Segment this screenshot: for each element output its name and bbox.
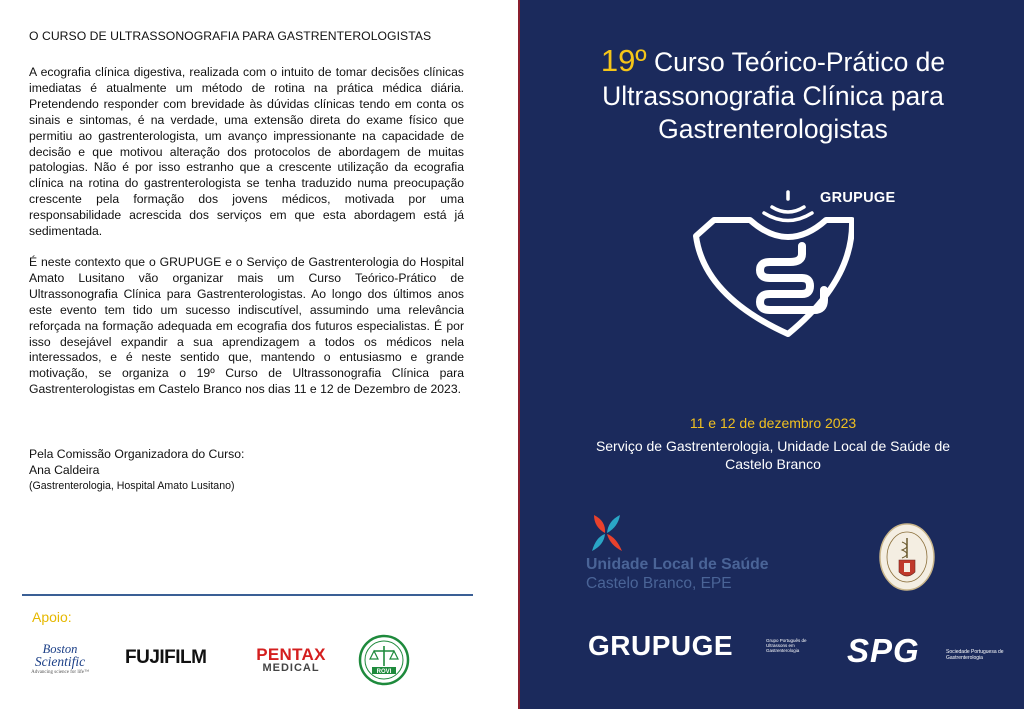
right-page [518,0,1024,709]
spg-subtitle: Sociedade Portuguesa de Gastrenterologia [946,649,1004,661]
grupuge-footer-logo: GRUPUGE [588,630,734,661]
uls-logo-icon [586,511,626,555]
rovi-logo [358,634,410,686]
intro-paragraph-1: A ecografia clínica digestiva, realizada com o intuito de tomar decisões clínicas imediatas é atualmente um método de rotina na prática médica diária. Pretendendo responder com brevidade às dúvidas clínicas tendo em conta os sinais e sintomas, é na verdade, uma extensão direta do exame físico que permitiu ao gastrenterologista, um avanço impressionante na capacidade de decisão e que motivou alteração dos protocolos de abordagem de muitas patologias. Não é por isso estranho que a crescente utilização da ecografia clínica na rotina do gastrenterologista se tenha traduzido numa preocupação crescente pela formação dos jovens médicos, motivada por uma responsabilidade acrescida dos serviços em que esta abordagem está já sedimentada. [29,65,464,239]
course-venue [520,437,1024,473]
course-title-line-2: Ultrassonografia Clínica para [602,80,944,111]
boston-logo-text: Boston [42,642,78,656]
venue-line-2: Castelo Branco [725,456,821,472]
uls-name: Unidade Local de Saúde [586,556,769,573]
course-title-line-3: Gastrenterologistas [658,114,888,144]
course-number: 19º [600,43,647,78]
spg-logo: SPG [847,632,920,669]
venue-line-1: Serviço de Gastrenterologia, Unidade Local de Saúde de [595,438,951,454]
grupuge-footer-subtitle: Grupo Português de Ultrassons em Gastrenterologia [766,638,807,653]
course-date: 11 e 12 de dezembro 2023 [689,415,857,431]
intestine-probe-icon [692,190,854,338]
intro-paragraph-2: É neste contexto que o GRUPUGE e o Serviço de Gastrenterologia do Hospital Amato Lusitano vão organizar mais um Curso Teórico-Prático de Ultrassonografia Clínica para Gastrenterologistas. Ao longo dos últimos anos este evento tem tido um sucesso indiscutível, assumindo uma relevância reforçada na formação adequada em ecografia dos futuros especialistas. É por isso desejável expandir a sua aprendizagem a todos os médicos nela interessados, e é neste sentido que, mantendo o entusiasmo e grande motivação, se organiza o 19º Curso de Ultrassonografia Clínica para Gastrenterologistas em Castelo Branco nos dias 11 e 12 de Dezembro de 2023. [29,255,464,397]
separator-line [22,594,473,596]
signature-block [29,447,244,495]
uls-subtitle: Castelo Branco, EPE [586,575,732,592]
course-title [520,44,1024,147]
course-title-line-1 [520,44,1024,80]
course-title-line-1-rest: Curso Teórico-Prático de [646,47,946,77]
fujifilm-logo: FUJIFILM [125,647,207,668]
boston-tagline: Advancing science for life™ [31,670,89,675]
signature-name: Ana Caldeira [29,462,100,477]
medical-order-seal-icon [878,522,936,592]
scientific-logo-text: Scientific [34,654,86,669]
support-label: Apoio: [32,609,72,625]
pentax-medical-logo [255,646,327,674]
signature-affiliation: (Gastrenterologia, Hospital Amato Lusitano) [29,479,235,492]
intro-title: O CURSO DE ULTRASSONOGRAFIA PARA GASTRENTEROLOGISTAS [29,29,432,43]
pentax-logo-text: PENTAX [256,645,326,664]
rovi-logo-text: ROVI [376,669,392,675]
medical-logo-text: MEDICAL [262,662,320,674]
grupuge-logo-label: GRUPUGE [820,190,896,206]
signature-line: Pela Comissão Organizadora do Curso: [29,447,245,461]
boston-scientific-logo [24,643,96,679]
